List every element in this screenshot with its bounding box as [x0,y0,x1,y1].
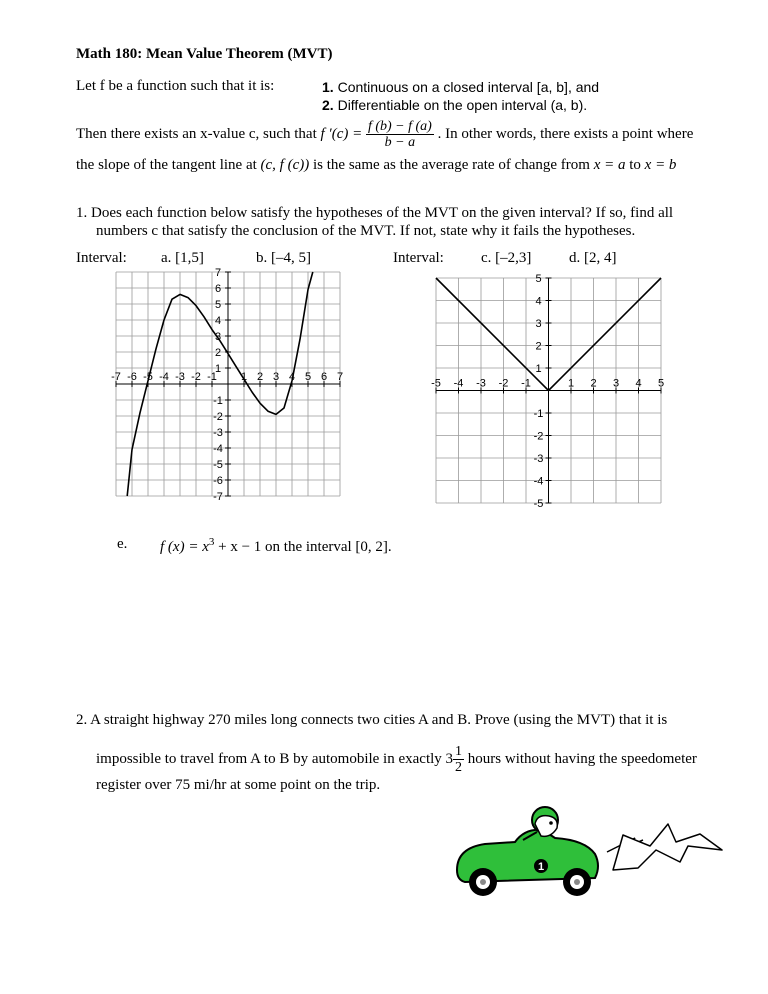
x-tick-label: 2 [256,371,264,383]
part-c-label: c. [–2,3] [481,250,532,266]
front-wheel [563,868,591,896]
part-e-function: f $(x) = x^3 + x - 1$ on the interval [0, 2]. [160,536,392,555]
x-tick-label: -7 [111,371,121,383]
x-tick-label: 6 [320,371,328,383]
x-tick-label: 1 [240,371,248,383]
y-tick-label: -7 [213,491,223,503]
right-interval-label: Interval: [393,250,444,266]
problem-2-text-3: register over 75 mi/hr at some point on the trip. [96,777,381,793]
x-tick-label: 1 [567,377,575,390]
mvt-fraction: $\frac{f (b) - f (a)}{b - a}$ [367,119,432,150]
x-tick-label: -5 [431,377,441,390]
y-tick-label: 7 [214,267,222,279]
x-tick-label: -6 [127,371,137,383]
x-tick-label: -1 [521,377,531,390]
y-tick-label: -1 [213,395,223,407]
y-tick-label: -5 [533,498,544,510]
left-interval-label: Interval: [76,250,127,266]
hypotheses-intro: Let f be a function such that it is: [76,78,275,94]
x-tick-label: 2 [590,377,597,390]
y-tick-label: -2 [213,411,223,423]
x-tick-label: -3 [175,371,185,383]
y-tick-label: -4 [213,443,223,455]
x-tick-label: 3 [272,371,280,383]
page-title: Math 180: Mean Value Theorem (MVT) [76,46,333,62]
absolute-value-graph [424,270,676,510]
y-tick-label: -1 [533,408,544,420]
x-tick-label: 5 [657,377,665,390]
speed-bolt-icon [608,820,728,875]
problem-1-text: 1. Does each function below satisfy the hypotheses of the MVT on the given interval? If so, find all [76,205,674,221]
problem-2-text: 2. A straight highway 270 miles long connects two cities A and B. Prove (using the MVT) that it is [76,712,668,728]
y-tick-label: -4 [533,475,544,488]
cubic-graph [106,262,350,506]
problem-2-text-2: impossible to travel from A to B by automobile in exactly 3 $\frac{1}{2}$ hours without having the speedometer [96,744,697,775]
y-tick-label: -3 [533,453,544,465]
x-tick-label: -3 [476,377,486,390]
x-tick-label: 7 [336,371,344,383]
x-tick-label: -4 [159,371,169,383]
y-tick-label: 6 [214,283,222,295]
y-tick-label: 3 [535,318,542,330]
y-tick-label: 4 [214,315,222,327]
x-tick-label: 4 [635,377,642,390]
x-tick-label: 5 [304,371,312,383]
car-number: 1 [537,861,545,873]
y-tick-label: 2 [535,340,542,353]
part-e-label: e. [117,536,128,552]
y-tick-label: 3 [214,331,222,343]
y-tick-label: 5 [214,299,222,311]
y-tick-label: 4 [535,295,542,308]
x-tick-label: -1 [207,371,217,383]
part-b-label: b. [–4, 5] [256,250,311,266]
y-tick-label: -3 [213,427,223,439]
part-d-label: d. [2, 4] [569,250,617,266]
x-tick-label: 4 [288,371,296,383]
problem-1-text-2: numbers c that satisfy the conclusion of the MVT. If not, state why it fails the hypotheses. [96,223,636,239]
y-tick-label: -5 [213,459,223,471]
x-tick-label: -5 [143,371,153,383]
mixed-number: 3 $\frac{1}{2}$ [445,744,463,775]
y-tick-label: 1 [535,363,542,375]
x-tick-label: -4 [453,377,464,390]
rear-wheel [469,868,497,896]
y-tick-label: 1 [214,363,222,375]
part-a-label: a. [1,5] [161,250,204,266]
absolute-value-graph-plot [431,273,664,510]
hypothesis-1: 1. Continuous on a closed interval [a, b], and [322,79,600,95]
hypothesis-2: 2. Differentiable on the open interval (a, b). [322,97,588,113]
y-tick-label: 2 [214,347,222,359]
conclusion-line-2: the slope of the tangent line at (c, f (c)) is the same as the average rate of change from x = a to x = b [76,157,677,173]
y-tick-label: -2 [533,430,544,443]
x-tick-label: -2 [498,377,509,390]
y-tick-label: -6 [213,475,223,487]
x-tick-label: -2 [191,371,201,383]
conclusion-line-1: Then there exists an x-value c, such that f ′(c) = $\frac{f (b) - f (a)}{b - a}$ . In other words, there exists a point where [76,119,694,150]
cubic-graph-plot [111,267,343,503]
x-tick-label: 3 [612,377,620,390]
driver-eye [549,821,553,825]
y-tick-label: 5 [535,273,542,285]
